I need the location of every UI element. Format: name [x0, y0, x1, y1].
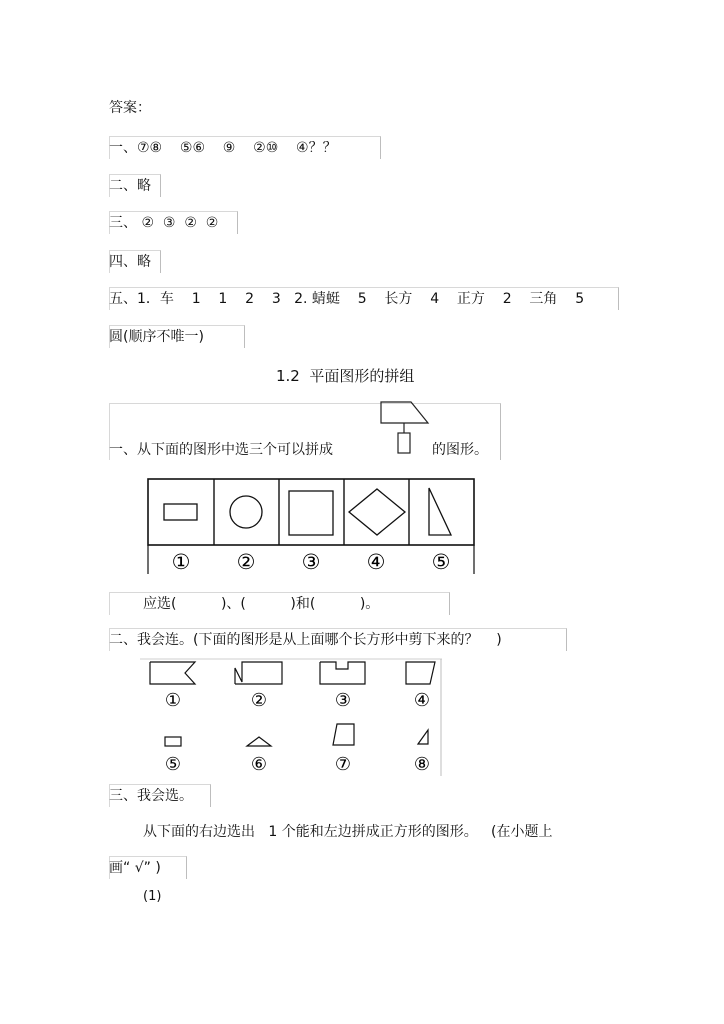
q2-number-6: ⑥: [250, 754, 268, 775]
answer-line-6: 圆(顺序不唯一): [109, 329, 204, 345]
answer-line-1: 一、⑦⑧ ⑤⑥ ⑨ ②⑩ ④？？: [109, 140, 337, 156]
answer-line-4: 四、略: [109, 254, 151, 270]
q2-shape-7: [333, 724, 354, 745]
q2-number-2: ②: [250, 690, 268, 711]
q3-heading: 三、我会选。: [109, 788, 193, 804]
q2-shape-6: [247, 737, 271, 746]
q2-number-5: ⑤: [164, 754, 182, 775]
q2-shape-8: [418, 730, 428, 744]
q2-number-8: ⑧: [413, 754, 431, 775]
q2-shape-4: [406, 662, 435, 684]
q2-number-4: ④: [413, 690, 431, 711]
answer-line-5: 五、1．车 1 1 2 3 2. 蜻蜓 5 长方 4 正方 2 三角 5: [109, 291, 585, 307]
q1-number-5: ⑤: [431, 550, 451, 574]
q1-target-shape: [378, 401, 432, 459]
answer-line-2: 二、略: [109, 178, 151, 194]
q1-number-4: ④: [366, 550, 386, 574]
q2-shape-table: [140, 658, 442, 778]
shape-triangle: [429, 488, 451, 535]
q3-sub-label: (1): [143, 889, 162, 904]
q3-text: 从下面的右边选出 1 个能和左边拼成正方形的图形。 (在小题上: [143, 824, 553, 840]
q3-text2: 画“ √” ): [109, 860, 161, 876]
q2-number-3: ③: [334, 690, 352, 711]
answer-line-3: 三、 ② ③ ② ②: [109, 215, 219, 231]
section-title: 1.2 平面图形的拼组: [276, 367, 415, 385]
q2-shape-5: [165, 737, 181, 746]
q2-shape-1: [150, 662, 195, 684]
q1-answer-line: 应选( )、( )和( )。: [143, 596, 380, 612]
shape-circle: [230, 496, 262, 528]
q1-number-2: ②: [236, 550, 256, 574]
q2-text: 二、我会连。(下面的图形是从上面哪个长方形中剪下来的？ ): [109, 632, 502, 648]
q1-number-1: ①: [171, 550, 191, 574]
shape-rectangle: [164, 504, 197, 520]
q2-number-1: ①: [164, 690, 182, 711]
q2-shape-2: [235, 662, 282, 684]
shape-square: [289, 491, 333, 535]
shape-diamond: [349, 489, 405, 535]
q2-shape-3: [320, 662, 365, 684]
answers-heading: 答案：: [109, 100, 151, 116]
q2-number-7: ⑦: [334, 754, 352, 775]
q1-shape-table: [109, 476, 479, 578]
q1-number-3: ③: [301, 550, 321, 574]
q1-suffix: 的图形。: [432, 442, 488, 458]
q1-prefix: 一、从下面的图形中选三个可以拼成: [109, 442, 333, 458]
